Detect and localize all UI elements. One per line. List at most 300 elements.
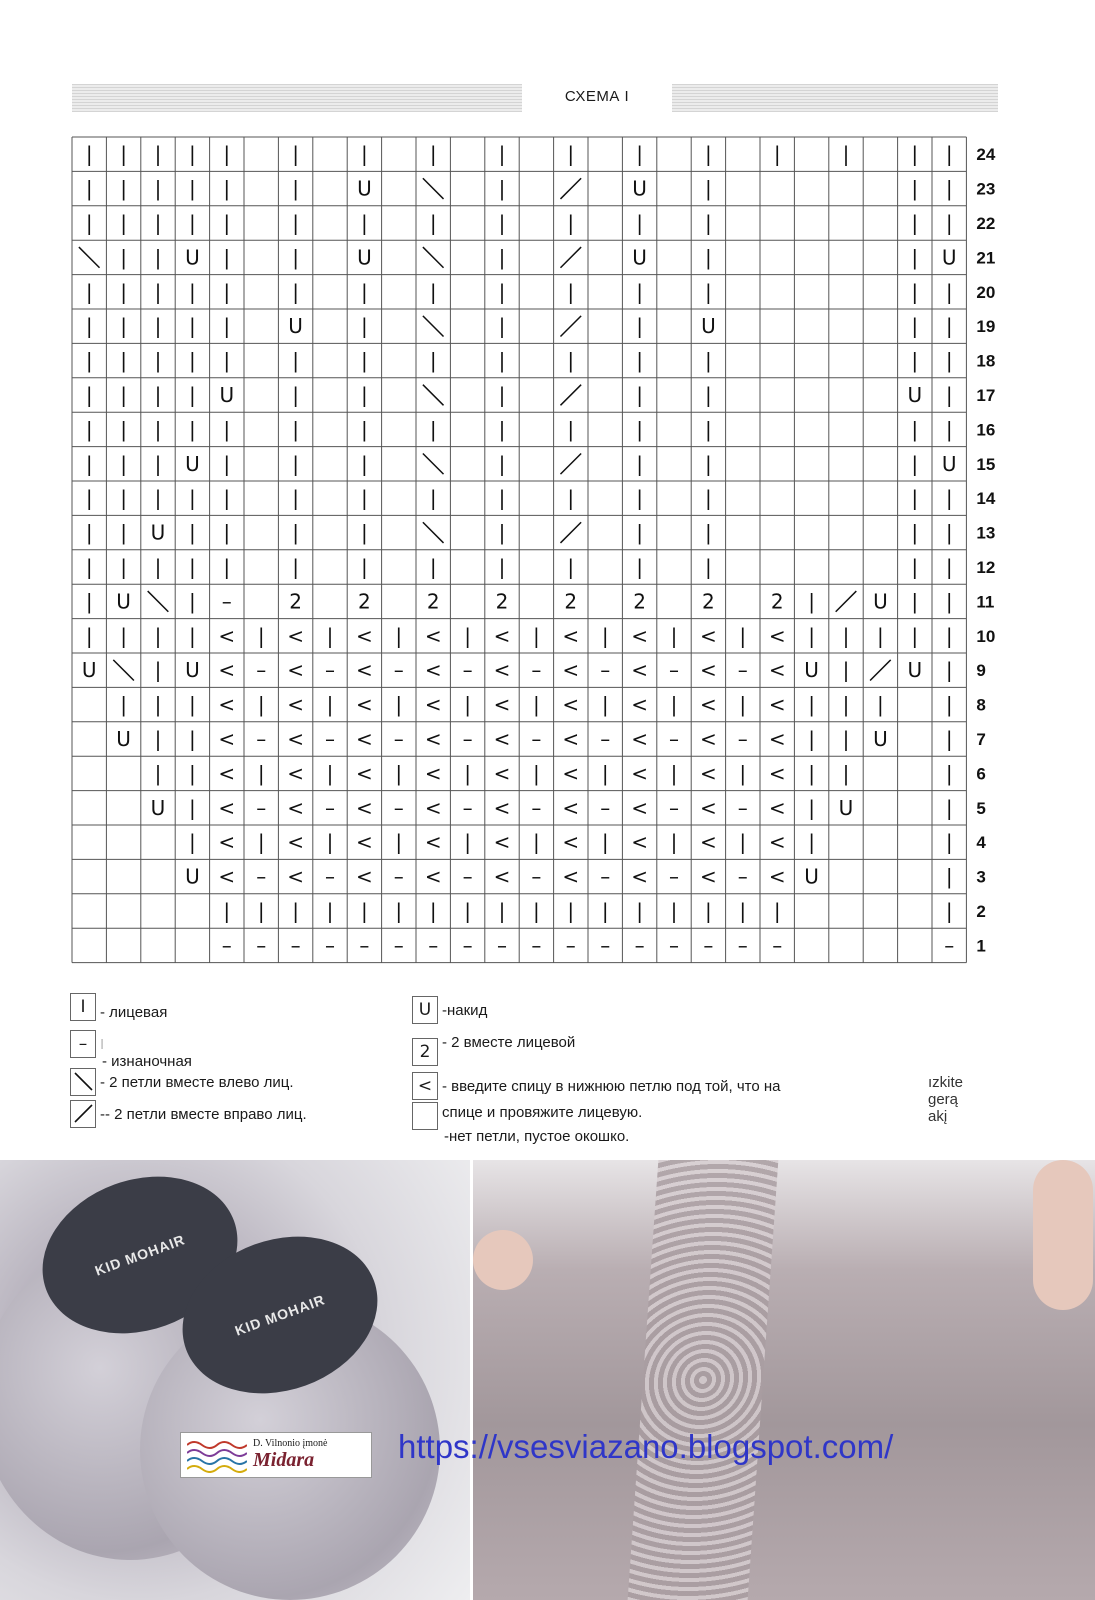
chart-symbol: <	[287, 864, 304, 889]
chart-symbol: |	[326, 830, 334, 855]
chart-symbol: |	[361, 555, 368, 579]
chart-symbol: <	[700, 727, 717, 751]
chart-symbol: –	[256, 658, 267, 683]
chart-symbol: U	[185, 451, 200, 476]
chart-symbol: <	[356, 727, 373, 751]
chart-symbol: |	[154, 451, 162, 476]
chart-symbol: |	[189, 761, 196, 786]
chart-symbol: |	[292, 176, 299, 201]
chart-symbol: –	[497, 933, 507, 958]
yarn-label-text: KID MOHAIR	[232, 1291, 328, 1339]
row-number: 15	[976, 454, 996, 474]
chart-symbol: |	[223, 314, 231, 339]
legend-k2tog-right-text: -- 2 петли вместе вправо лиц.	[100, 1105, 307, 1123]
chart-symbol: |	[498, 555, 506, 579]
chart-symbol: <	[768, 623, 786, 648]
legend-k2tog-right	[70, 1100, 307, 1128]
chart-symbol: U	[701, 314, 716, 339]
chart-symbol: |	[705, 211, 712, 235]
chart-symbol: |	[945, 623, 953, 648]
chart-symbol: <	[424, 830, 442, 855]
chart-symbol: |	[85, 176, 93, 201]
chart-symbol: |	[911, 589, 919, 614]
chart-symbol-slant	[423, 316, 444, 337]
chart-symbol: 2	[633, 589, 646, 614]
chart-symbol: |	[945, 727, 953, 751]
chart-symbol: <	[218, 864, 236, 889]
chart-symbol: |	[498, 486, 506, 511]
chart-symbol-slant	[560, 178, 581, 199]
chart-symbol: |	[739, 761, 747, 786]
chart-symbol: |	[120, 555, 127, 579]
chart-symbol: U	[632, 176, 647, 201]
chart-symbol: U	[804, 658, 819, 683]
chart-symbol: |	[705, 348, 712, 373]
chart-symbol: |	[705, 451, 712, 476]
chart-symbol: U	[941, 451, 957, 476]
chart-symbol: |	[154, 692, 162, 717]
chart-symbol: |	[773, 142, 781, 167]
chart-symbol: |	[498, 417, 506, 442]
chart-symbol: |	[739, 692, 747, 717]
chart-symbol: |	[154, 383, 162, 407]
chart-symbol: |	[85, 348, 93, 373]
chart-symbol: |	[498, 451, 506, 476]
chart-symbol: |	[911, 520, 919, 545]
chart-symbol: <	[424, 658, 442, 683]
chart-symbol: |	[842, 692, 850, 717]
chart-symbol: |	[945, 142, 953, 167]
chart-symbol: <	[700, 864, 717, 889]
row-number: 7	[976, 730, 986, 749]
chart-symbol: <	[424, 692, 442, 717]
chart-symbol: |	[120, 486, 127, 511]
chart-symbol: <	[631, 830, 648, 855]
chart-symbol: |	[945, 761, 953, 786]
chart-symbol: <	[493, 864, 511, 889]
chart-symbol: |	[189, 795, 196, 820]
chart-symbol: <	[700, 830, 717, 855]
chart-symbol: |	[189, 555, 196, 579]
row-number: 21	[976, 248, 996, 268]
chart-symbol: |	[429, 142, 437, 167]
chart-symbol: |	[911, 486, 919, 511]
chart-symbol-slant	[560, 385, 581, 406]
chart-symbol: –	[737, 864, 748, 889]
chart-symbol: <	[493, 658, 511, 683]
chart-symbol: –	[600, 658, 611, 683]
chart-symbol: –	[428, 933, 439, 958]
chart-symbol: |	[636, 451, 643, 476]
chart-symbol: |	[842, 727, 850, 751]
chart-symbol: |	[223, 245, 231, 270]
chart-symbol: |	[189, 383, 196, 407]
chart-symbol: |	[567, 211, 575, 235]
chart-symbol: |	[808, 727, 815, 751]
chart-symbol: U	[185, 864, 200, 889]
legend-knit-symbol: I	[70, 993, 96, 1021]
chart-symbol: |	[464, 830, 471, 855]
chart-symbol: |	[705, 176, 712, 201]
chart-symbol: |	[498, 348, 506, 373]
chart-symbol: <	[218, 830, 236, 855]
chart-symbol: |	[292, 245, 299, 270]
chart-symbol: –	[325, 727, 335, 751]
chart-symbol: <	[631, 658, 648, 683]
chart-symbol: <	[631, 727, 648, 751]
chart-symbol: –	[944, 933, 955, 958]
chart-symbol: –	[256, 795, 267, 820]
chart-symbol: |	[361, 417, 368, 442]
chart-symbol: |	[120, 176, 127, 201]
legend-yo-symbol: U	[412, 996, 438, 1024]
chart-symbol: |	[945, 383, 953, 407]
chart-symbol: U	[632, 245, 647, 270]
chart-symbol: U	[838, 795, 854, 820]
chart-symbol: <	[562, 795, 580, 820]
chart-symbol: –	[531, 658, 542, 683]
chart-symbol: <	[493, 623, 511, 648]
chart-symbol-slant	[423, 453, 444, 474]
chart-symbol: <	[700, 658, 717, 683]
chart-symbol: –	[325, 795, 335, 820]
chart-symbol: <	[287, 830, 304, 855]
chart-symbol: –	[359, 933, 370, 958]
chart-symbol: U	[357, 176, 372, 201]
chart-symbol: |	[361, 451, 368, 476]
chart-symbol: |	[85, 486, 93, 511]
chart-symbol: <	[287, 692, 304, 717]
chart-symbol-slant	[148, 591, 169, 612]
chart-symbol: U	[907, 383, 923, 407]
legend-insert-symbol: <	[412, 1072, 438, 1100]
chart-symbol: <	[768, 727, 786, 751]
chart-symbol-slant	[423, 522, 444, 543]
chart-symbol: |	[429, 417, 437, 442]
chart-symbol: <	[562, 864, 580, 889]
stray-mark: I	[100, 1035, 105, 1053]
chart-symbol: |	[120, 417, 127, 442]
chart-symbol: |	[911, 279, 919, 304]
chart-symbol: –	[256, 864, 267, 889]
chart-symbol: |	[670, 830, 678, 855]
chart-symbol: U	[150, 520, 166, 545]
yarn-label-text: KID MOHAIR	[92, 1231, 188, 1279]
chart-symbol: |	[429, 555, 437, 579]
chart-symbol: |	[601, 761, 609, 786]
chart-symbol: |	[292, 142, 299, 167]
chart-symbol: |	[120, 383, 127, 407]
chart-symbol: |	[326, 899, 334, 923]
chart-symbol: 2	[564, 589, 578, 614]
chart-symbol: |	[739, 899, 747, 923]
chart-symbol: |	[911, 623, 919, 648]
chart-symbol: –	[531, 727, 542, 751]
chart-symbol: |	[705, 279, 712, 304]
chart-symbol: <	[768, 864, 786, 889]
chart-symbol: <	[287, 658, 304, 683]
chart-symbol: |	[911, 142, 919, 167]
legend-insert-text-2: спице и провяжите лицевую.	[442, 1103, 643, 1121]
chart-symbol: |	[945, 279, 953, 304]
chart-symbol: |	[361, 142, 368, 167]
chart-symbol: |	[429, 211, 437, 235]
chart-symbol: |	[223, 417, 231, 442]
chart-symbol: |	[567, 279, 575, 304]
chart-title: СХЕМА I	[522, 84, 672, 112]
row-number: 17	[976, 386, 996, 405]
chart-symbol: |	[498, 314, 506, 339]
chart-symbol: |	[636, 417, 643, 442]
chart-symbol: |	[945, 864, 953, 889]
row-number: 20	[976, 282, 996, 302]
chart-symbol: U	[185, 245, 200, 270]
chart-symbol: |	[705, 383, 712, 407]
chart-symbol: 2	[702, 589, 715, 614]
chart-symbol: <	[631, 692, 648, 717]
chart-symbol: –	[462, 864, 473, 889]
chart-symbol: |	[808, 692, 815, 717]
row-number: 4	[976, 833, 986, 853]
chart-symbol: –	[669, 933, 679, 958]
chart-symbol: |	[120, 314, 127, 339]
chart-symbol: |	[636, 142, 643, 167]
chart-symbol: |	[842, 623, 850, 648]
blog-url[interactable]: https://vsesviazano.blogspot.com/	[398, 1428, 894, 1465]
legend-empty-box	[412, 1102, 438, 1130]
chart-symbol: <	[768, 795, 786, 820]
chart-symbol: |	[945, 520, 953, 545]
chart-symbol: <	[768, 761, 786, 786]
chart-symbol: |	[705, 245, 712, 270]
chart-symbol: –	[462, 933, 473, 958]
chart-symbol: |	[292, 451, 299, 476]
row-number: 2	[976, 902, 986, 921]
chart-symbol: |	[154, 555, 162, 579]
chart-symbol: |	[85, 589, 93, 614]
row-number: 22	[976, 214, 996, 233]
chart-symbol: |	[223, 211, 231, 235]
chart-symbol: <	[356, 658, 373, 683]
stray-text: ızkite gerą akį	[928, 1074, 964, 1125]
chart-symbol: U	[873, 727, 888, 751]
chart-symbol: |	[395, 830, 403, 855]
row-number: 5	[976, 798, 986, 818]
chart-title-bar	[72, 84, 998, 112]
chart-symbol: –	[737, 727, 748, 751]
chart-symbol: |	[361, 211, 368, 235]
chart-symbol: |	[223, 451, 231, 476]
legend-no-stitch	[444, 1128, 629, 1145]
chart-symbol: <	[356, 830, 373, 855]
chart-symbol: |	[739, 623, 747, 648]
chart-symbol: |	[705, 142, 712, 167]
chart-symbol: |	[154, 176, 162, 201]
chart-symbol: |	[773, 899, 781, 923]
chart-symbol: |	[189, 348, 196, 373]
chart-symbol: |	[533, 623, 540, 648]
chart-symbol: |	[498, 211, 506, 235]
chart-symbol: |	[292, 211, 299, 235]
chart-symbol: –	[393, 933, 404, 958]
chart-symbol: –	[221, 933, 232, 958]
chart-symbol: –	[772, 933, 783, 958]
chart-symbol: <	[631, 623, 648, 648]
chart-symbol: |	[567, 899, 575, 923]
chart-symbol: <	[218, 692, 236, 717]
chart-symbol: U	[288, 314, 303, 339]
logo-company: D. Vilnonio įmonė	[253, 1438, 328, 1449]
yarn-photo	[0, 1160, 470, 1600]
chart-symbol: |	[911, 348, 919, 373]
chart-symbol: <	[493, 761, 511, 786]
chart-symbol: |	[292, 383, 299, 407]
row-number: 3	[976, 867, 986, 887]
chart-symbol: |	[120, 245, 127, 270]
chart-symbol: <	[562, 623, 580, 648]
chart-symbol: |	[739, 830, 747, 855]
chart-symbol: |	[189, 623, 196, 648]
chart-symbol: <	[356, 864, 373, 889]
chart-symbol: |	[808, 589, 815, 614]
row-number: 13	[976, 523, 996, 543]
chart-symbol: |	[705, 899, 712, 923]
chart-symbol: <	[562, 692, 580, 717]
chart-symbol: U	[804, 864, 819, 889]
chart-symbol: |	[533, 692, 540, 717]
chart-symbol: |	[395, 761, 403, 786]
chart-symbol: –	[703, 933, 714, 958]
chart-symbol: <	[287, 795, 304, 820]
chart-symbol: |	[911, 451, 919, 476]
chart-symbol: <	[493, 727, 511, 751]
chart-symbol: |	[567, 555, 575, 579]
chart-symbol: |	[945, 589, 953, 614]
chart-symbol: |	[154, 486, 162, 511]
legend-purl-text: - изнаночная	[102, 1053, 192, 1070]
legend-yo	[412, 996, 487, 1024]
logo-brand: Midara	[253, 1449, 315, 1471]
shawl-photo	[473, 1160, 1095, 1600]
chart-symbol: |	[498, 279, 506, 304]
chart-symbol: |	[154, 245, 162, 270]
chart-symbol: |	[223, 176, 231, 201]
chart-symbol: |	[189, 589, 196, 614]
chart-symbol: <	[356, 761, 373, 786]
legend-knit	[70, 992, 167, 1021]
chart-symbol: |	[498, 245, 506, 270]
chart-symbol: |	[601, 692, 609, 717]
chart-symbol: |	[257, 623, 265, 648]
chart-symbol: |	[429, 279, 437, 304]
chart-symbol: |	[223, 279, 231, 304]
legend-two	[412, 1028, 575, 1066]
legend-two-symbol: 2	[412, 1038, 438, 1066]
chart-symbol: <	[700, 623, 717, 648]
chart-symbol: |	[361, 520, 368, 545]
chart-symbol: <	[424, 727, 442, 751]
chart-symbol: |	[601, 830, 609, 855]
chart-symbol: –	[393, 795, 404, 820]
chart-symbol: <	[562, 658, 580, 683]
chart-symbol: |	[945, 795, 953, 820]
chart-symbol: –	[290, 933, 301, 958]
chart-symbol: <	[218, 658, 236, 683]
chart-symbol: U	[185, 658, 200, 683]
chart-symbol: |	[154, 658, 162, 683]
chart-symbol: |	[670, 623, 678, 648]
chart-symbol: |	[498, 520, 506, 545]
chart-symbol: |	[189, 417, 196, 442]
chart-symbol: –	[325, 933, 335, 958]
chart-symbol: U	[907, 658, 923, 683]
chart-symbol: |	[120, 348, 127, 373]
chart-symbol: |	[120, 623, 127, 648]
chart-symbol: <	[562, 830, 580, 855]
chart-symbol: <	[424, 761, 442, 786]
chart-symbol: <	[218, 795, 236, 820]
chart-symbol: |	[636, 383, 643, 407]
chart-symbol: <	[700, 761, 717, 786]
chart-symbol: |	[154, 142, 162, 167]
chart-symbol: |	[120, 211, 127, 235]
chart-symbol: |	[85, 314, 93, 339]
chart-symbol: –	[669, 658, 679, 683]
chart-symbol: |	[705, 520, 712, 545]
midara-logo	[180, 1432, 372, 1478]
chart-symbol: –	[737, 795, 748, 820]
chart-symbol: –	[669, 864, 679, 889]
hand	[1033, 1160, 1093, 1310]
chart-symbol: U	[219, 383, 235, 407]
chart-symbol: –	[737, 658, 748, 683]
chart-symbol: |	[120, 279, 127, 304]
chart-symbol: |	[223, 899, 231, 923]
chart-symbol: –	[531, 864, 542, 889]
chart-symbol-slant	[113, 660, 134, 681]
chart-symbol: |	[189, 279, 196, 304]
chart-symbol: |	[945, 899, 953, 923]
chart-symbol: U	[116, 589, 131, 614]
chart-symbol: |	[567, 486, 575, 511]
chart-symbol: 2	[770, 589, 784, 614]
chart-symbol: –	[393, 727, 404, 751]
row-number: 9	[976, 661, 986, 681]
chart-symbol: |	[670, 761, 678, 786]
knitting-chart	[70, 135, 1010, 965]
row-number: 23	[976, 179, 996, 199]
chart-symbol: |	[705, 486, 712, 511]
chart-symbol: |	[808, 830, 815, 855]
chart-symbol: –	[669, 795, 679, 820]
chart-symbol: U	[150, 795, 166, 820]
chart-symbol: |	[85, 279, 93, 304]
chart-symbol: |	[361, 279, 368, 304]
chart-symbol: 2	[358, 589, 371, 614]
chart-symbol: –	[462, 658, 473, 683]
chart-symbol: <	[700, 795, 717, 820]
chart-symbol: |	[85, 142, 93, 167]
chart-symbol: <	[424, 623, 442, 648]
chart-symbol: |	[189, 314, 196, 339]
chart-symbol: |	[429, 348, 437, 373]
chart-symbol: |	[877, 692, 884, 717]
chart-symbol: –	[531, 795, 542, 820]
chart-symbol: |	[395, 692, 403, 717]
chart-symbol: |	[154, 279, 162, 304]
chart-symbol: |	[326, 623, 334, 648]
chart-symbol: |	[120, 692, 127, 717]
